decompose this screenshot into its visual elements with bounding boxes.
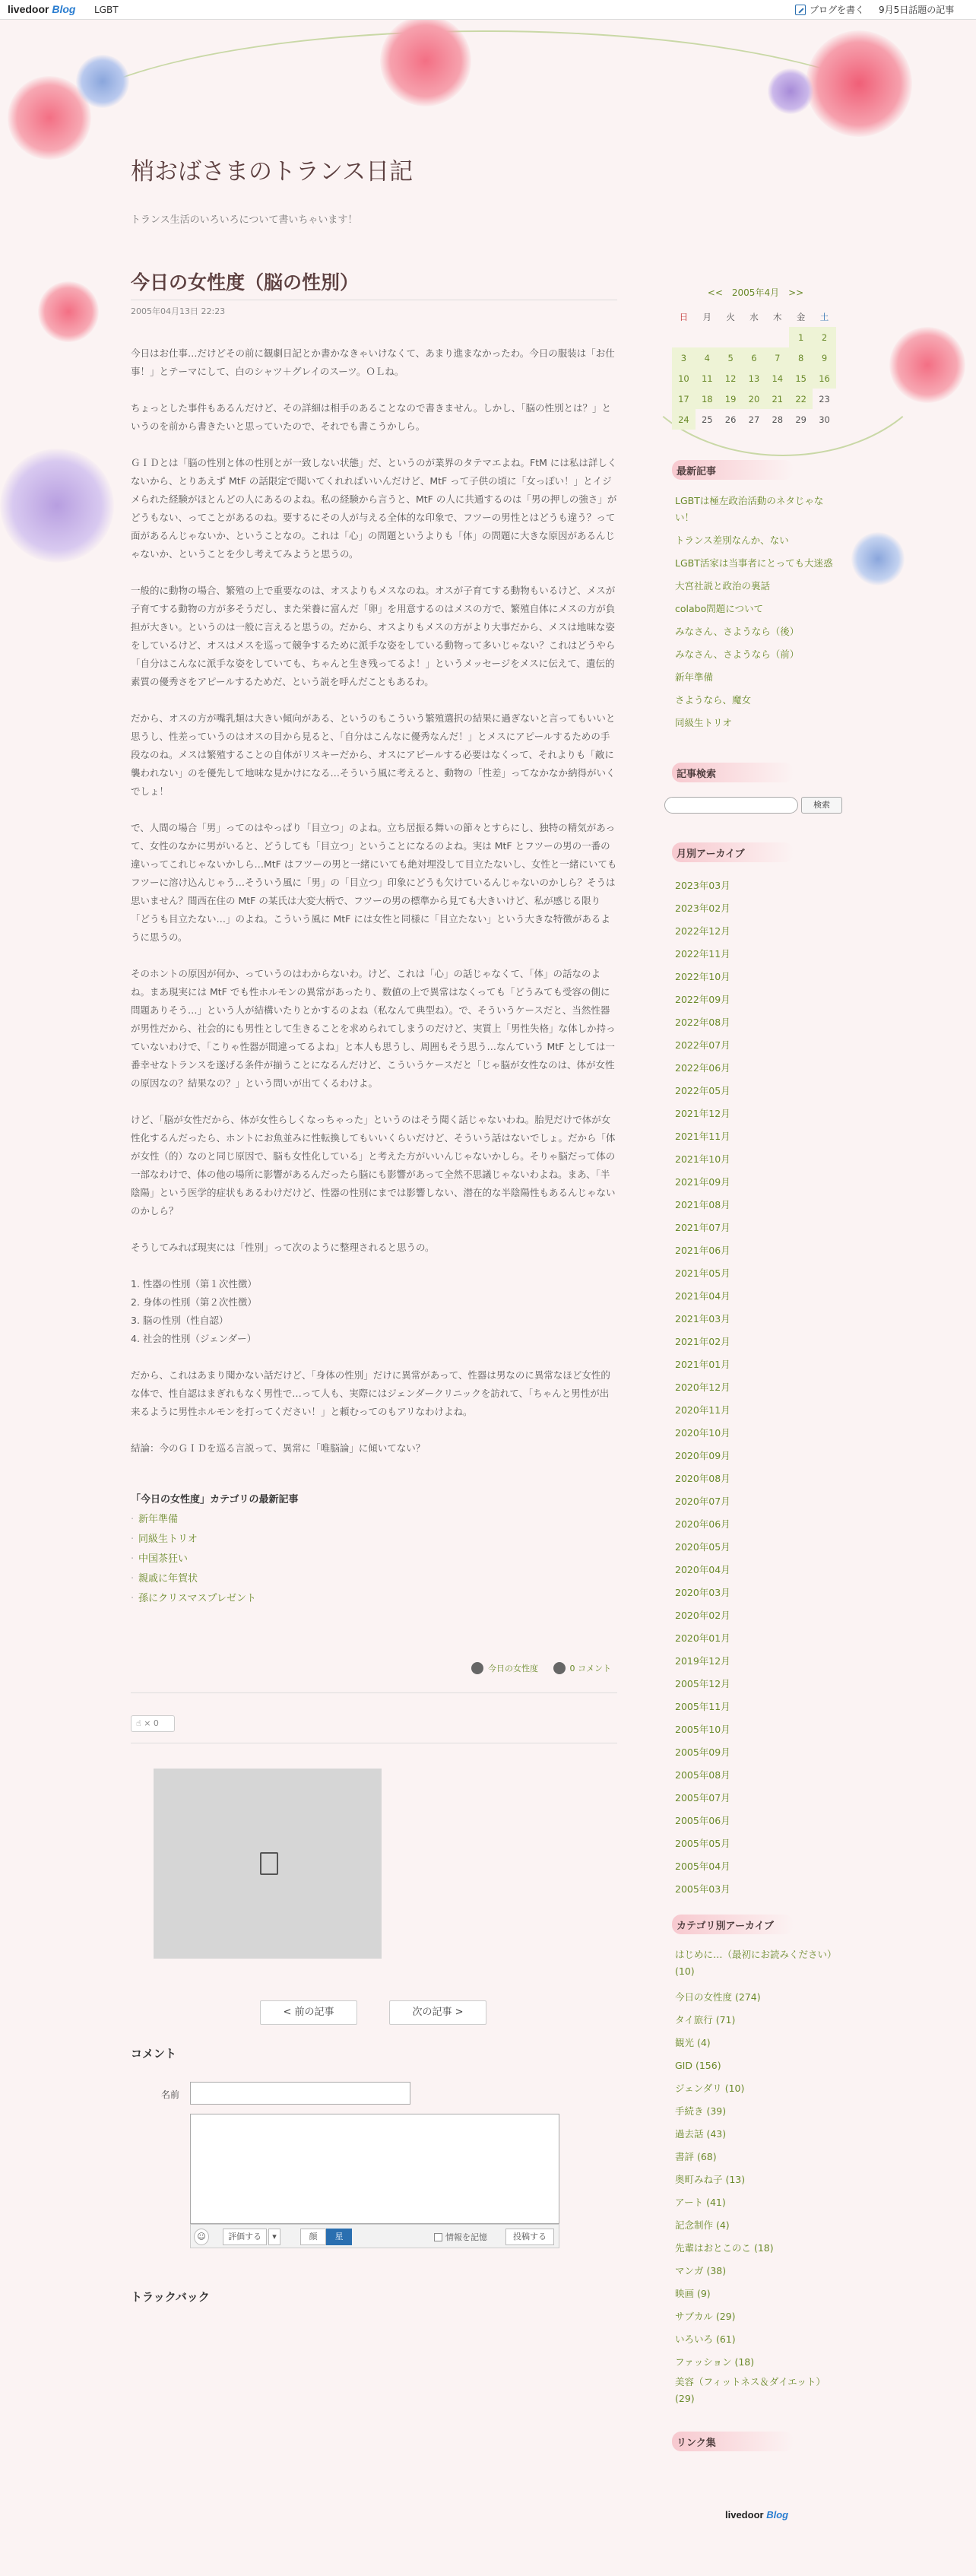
rating-button[interactable]: 評価する — [223, 2229, 267, 2245]
calendar-day[interactable]: 7 — [765, 347, 789, 368]
monthly-archive-link[interactable]: 2020年08月 — [675, 1473, 730, 1484]
rating-dropdown-icon[interactable]: ▾ — [268, 2229, 280, 2245]
monthly-archive-link[interactable]: 2005年12月 — [675, 1678, 730, 1689]
calendar-week-row — [672, 327, 836, 347]
category-archive-list — [675, 1946, 842, 2407]
category-archive-link[interactable]: 記念制作 (4) — [675, 2219, 730, 2231]
bold-face-button[interactable]: 顔 — [300, 2229, 326, 2245]
article-paragraph: だから、これはあまり聞かない話だけど、「身体の性別」だけに異常があって、性器は男なのに異常なほど女性的な体で、性自認はまぎれもなく男性で…って人も、実際にはジェンダークリニックを訪れて、「ちゃんと男性が出来るように男性ホルモンを打ってください！」と頼むってのもアリなわけよね。 — [131, 1369, 610, 1417]
gender-list-item: 3. 脳の性別（性自認） — [131, 1315, 229, 1326]
recent-article-link[interactable]: 大宮社説と政治の裏話 — [675, 580, 771, 592]
flower-decoration — [806, 30, 912, 137]
broken-image-icon — [260, 1852, 278, 1875]
calendar-day[interactable]: 13 — [743, 368, 766, 389]
calendar-week-row — [672, 368, 836, 389]
calendar-day[interactable]: 20 — [743, 389, 766, 409]
recent-article-link[interactable]: 同級生トリオ — [675, 717, 732, 728]
calendar-widget — [672, 286, 839, 430]
calendar-day[interactable]: 8 — [789, 347, 813, 368]
calendar-day[interactable]: 19 — [719, 389, 743, 409]
category-archive-heading: カテゴリ別アーカイブ — [672, 1915, 794, 1934]
monthly-archive-link[interactable]: 2022年11月 — [675, 948, 730, 960]
monthly-archive-link[interactable]: 2022年06月 — [675, 1062, 730, 1074]
comment-icon — [553, 1662, 566, 1674]
recent-article-link[interactable]: さようなら、魔女 — [675, 694, 752, 706]
monthly-archive-list — [675, 874, 842, 1901]
monthly-archive-link[interactable]: 2020年12月 — [675, 1382, 730, 1393]
like-count-prefix: × — [144, 1718, 151, 1728]
prev-article-button[interactable]: < 前の記事 — [260, 2000, 357, 2025]
monthly-archive-link[interactable]: 2005年10月 — [675, 1724, 730, 1735]
recent-article-link[interactable]: みなさん、さようなら（前） — [675, 649, 800, 660]
category-archive-link[interactable]: ジェンダリ (10) — [675, 2083, 745, 2094]
checkbox-icon — [434, 2233, 442, 2241]
category-archive-link[interactable]: 映画 (9) — [675, 2288, 711, 2299]
monthly-archive-link[interactable]: 2020年04月 — [675, 1564, 730, 1575]
article-paragraph: だから、オスの方が嘴乳類は大きい傾向がある、というのもこういう繁殖選択の結果に過ぎないと言ってもいいと思うし、性差っていうのはオスの目から見ると、「自分はこんなに優秀なんだ！」とメスにアピールするための手段なのね。メスは繁殖することの自体がリスキーだから、オスにアピールする必要はなくって、それよりも「敵に襲われない」のを優先して地味な見かけになる…そういう風に考えると、動物の「性差」ってなかなか納得がいくでしょ！ — [131, 712, 616, 797]
article-paragraph: ちょっとした事件もあるんだけど、その詳細は相手のあることなので書きません。しかし、「脳の性別とは？」というのを前から書きたいと思っていたので、それでも書こうかしら。 — [131, 402, 612, 432]
flower-decoration — [76, 55, 129, 108]
monthly-archive-link[interactable]: 2020年01月 — [675, 1632, 730, 1644]
search-button[interactable]: 検索 — [801, 797, 842, 814]
calendar-day[interactable]: 6 — [743, 347, 766, 368]
calendar-day[interactable]: 16 — [813, 368, 836, 389]
comment-toolbar — [190, 2224, 559, 2248]
logo-main-text: livedoor — [8, 3, 49, 15]
category-archive-link[interactable]: いろいろ (61) — [675, 2333, 736, 2345]
comments-link[interactable] — [553, 1662, 612, 1674]
monthly-archive-link[interactable]: 2021年11月 — [675, 1131, 730, 1142]
logo-sub-text: Blog — [52, 3, 76, 15]
article-date: 2005年04月13日 22:23 — [131, 306, 226, 316]
category-latest-heading: 「今日の女性度」カテゴリの最新記事 — [131, 1494, 299, 1505]
flower-decoration — [851, 532, 905, 585]
category-latest-item[interactable]: · 新年準備 — [131, 1510, 617, 1530]
thumbs-up-icon: ☝ — [136, 1718, 141, 1728]
calendar-day: 23 — [819, 393, 830, 404]
star-button[interactable]: 星 — [326, 2229, 352, 2245]
monthly-archive-link[interactable]: 2022年07月 — [675, 1039, 730, 1051]
article-paragraph: けど、「脳が女性だから、体が女性らしくなっちゃった」というのはそう聞く話じゃないわね。胎児だけで体が女性化するんだったら、ホントにお魚並みに性転換してもいいくらいだけど、そういう話はないでしょ。だから「体が女性（的）なのと同じ原因で、脳も女性化している」と考えた方がいいんじゃないかしら。そりゃ脳だって体の一部なわけで、体の他の場所に影響があるんだったら脳にも影響があって全然不思議じゃないわよね。まあ、「半陰陽」という医学的症状もあるわけだけど、性器の性別にまでは影響しない、潜在的な半陰陽性もあるんじゃないのかしら？ — [131, 1114, 616, 1217]
footer-livedoor-blog-logo[interactable] — [725, 2509, 788, 2520]
monthly-archive-link[interactable]: 2021年12月 — [675, 1108, 730, 1119]
monthly-archive-link[interactable]: 2021年01月 — [675, 1359, 730, 1370]
category-archive-link[interactable]: 書評 (68) — [675, 2151, 717, 2162]
article-body — [131, 344, 617, 1458]
gender-list-item: 1. 性器の性別（第１次性徴） — [131, 1278, 257, 1290]
monthly-archive-link[interactable]: 2020年11月 — [675, 1404, 730, 1416]
category-archive-link[interactable]: はじめに…（最初にお読みください）(10) — [675, 1949, 837, 1977]
emoji-icon[interactable]: ☺ — [194, 2229, 209, 2245]
recent-article-link[interactable]: トランス差別なんか、ない — [675, 535, 789, 546]
comment-name-input[interactable] — [190, 2082, 410, 2105]
monthly-archive-link[interactable]: 2005年03月 — [675, 1883, 730, 1895]
category-archive-link[interactable]: 観光 (4) — [675, 2037, 711, 2048]
category-archive-link[interactable]: 今日の女性度 (274) — [675, 1991, 761, 2003]
ad-image-placeholder[interactable] — [154, 1769, 382, 1959]
calendar-day[interactable]: 24 — [672, 409, 696, 430]
monthly-archive-link[interactable]: 2020年05月 — [675, 1541, 730, 1553]
popular-articles-link[interactable] — [879, 3, 954, 16]
flower-decoration — [0, 449, 114, 563]
divider — [131, 1692, 617, 1693]
monthly-archive-link[interactable]: 2020年03月 — [675, 1587, 730, 1598]
links-heading: リンク集 — [672, 2432, 794, 2451]
calendar-day[interactable]: 1 — [789, 327, 813, 347]
monthly-archive-link[interactable]: 2022年12月 — [675, 925, 730, 937]
monthly-archive-link[interactable]: 2005年04月 — [675, 1861, 730, 1872]
calendar-day[interactable]: 14 — [765, 368, 789, 389]
blog-title[interactable]: 梢おばさまのトランス日記 — [131, 158, 414, 186]
weekday-label: 水 — [749, 311, 759, 322]
monthly-archive-link[interactable]: 2021年06月 — [675, 1245, 730, 1256]
calendar-day[interactable]: 3 — [672, 347, 696, 368]
livedoor-blog-logo[interactable] — [8, 3, 75, 15]
monthly-archive-link[interactable]: 2005年05月 — [675, 1838, 730, 1849]
weekday-label: 日 — [679, 311, 689, 322]
monthly-archive-link[interactable]: 2021年05月 — [675, 1267, 730, 1279]
recent-article-link[interactable]: 新年準備 — [675, 671, 714, 683]
category-latest-articles — [131, 1491, 617, 1609]
monthly-archive-link[interactable]: 2005年06月 — [675, 1815, 730, 1826]
monthly-archive-link[interactable]: 2020年10月 — [675, 1427, 730, 1439]
monthly-archive-heading: 月別アーカイブ — [672, 842, 794, 862]
category-archive-link[interactable]: 過去話 (43) — [675, 2128, 727, 2140]
calendar-day[interactable]: 21 — [765, 389, 789, 409]
weekday-label: 金 — [796, 311, 806, 322]
article-paragraph: ＧＩＤとは「脳の性別と体の性別とが一致しない状態」だ、というのが業界のタテマエよね。FtM には私は詳しくないから、とりあえず MtF の話限定で聞いてくれればいいんだけど、MtF って子供の頃に「女っぽい！」とイジメられた経験がほとんどの人にあるのよね。私の経験から言うと、MtF の人に共通するのは「男の押しの強さ」がどうもない、ってことがあるのね。要するにその人が与える全体的な印象で、フツーの男性とはどうも違う？って面があるんじゃないか、ということなの。これは「心」の問題というよりも「体」の問題に大きな原因があるんじゃないか、ということを少し考えてみようと思うの。 — [131, 457, 617, 560]
next-article-button[interactable]: 次の記事 > — [389, 2000, 486, 2025]
article-main — [131, 268, 617, 1609]
calendar-day[interactable]: 22 — [789, 389, 813, 409]
gender-list-item: 2. 身体の性別（第２次性徴） — [131, 1296, 257, 1308]
calendar-day[interactable]: 9 — [813, 347, 836, 368]
calendar-header[interactable]: << 2005年4月 >> — [707, 287, 804, 298]
monthly-archive-link[interactable]: 2023年03月 — [675, 880, 730, 891]
calendar-day: 29 — [795, 414, 806, 425]
monthly-archive-link[interactable]: 2022年08月 — [675, 1017, 730, 1028]
monthly-archive-link[interactable]: 2021年07月 — [675, 1222, 730, 1233]
name-label: 名前 — [161, 2089, 180, 2100]
article-paragraph: そうしてみれば現実には「性別」って次のように整理されると思うの。 — [131, 1242, 435, 1253]
monthly-archive-link[interactable]: 2021年09月 — [675, 1176, 730, 1188]
category-latest-item[interactable]: · 親戚に年賀状 — [131, 1569, 617, 1589]
article-paragraph: 一般的に動物の場合、繁殖の上で重要なのは、オスよりもメスなのね。オスが子育てする動物もいるけど、メスが子育てする動物の方が多そうだし、また栄養に富んだ「卵」を用意するのはメスの方で、繁殖自体にメスの方が負担が大きい。というのは一般に言えると思うの。だから、オスよりもメスの方がより大事だから、メスは地味な姿をしているけど、オスはメスを巡って競争するために派手な姿をしている動物って多いじゃない？これはどうやら「自分はこんなに派手な姿をしていても、ちゃんと生き残ってるよ！」というメッセージをメスに伝えて、遺伝的素質の優秀さをアピールするためだ、という説を呼んだこともあるわ。 — [131, 585, 616, 687]
category-archive-link[interactable]: アート (41) — [675, 2197, 726, 2208]
monthly-archive-link[interactable]: 2022年10月 — [675, 971, 730, 982]
calendar-day[interactable]: 10 — [672, 368, 696, 389]
category-archive-link[interactable]: ファッション (18) — [675, 2356, 755, 2368]
footer-logo-main: livedoor — [725, 2509, 764, 2520]
search-input[interactable] — [664, 797, 798, 814]
calendar-day[interactable]: 17 — [672, 389, 696, 409]
calendar-day[interactable]: 18 — [696, 389, 719, 409]
recent-article-link[interactable]: LGBT活家は当事者にとっても大迷惑 — [675, 557, 833, 569]
calendar-day — [696, 327, 719, 347]
monthly-archive-link[interactable]: 2005年08月 — [675, 1769, 730, 1781]
like-count: 0 — [153, 1718, 159, 1728]
calendar-day — [765, 327, 789, 347]
article-paragraph: そのホントの原因が何か、っていうのはわからないわ。けど、これは「心」の話じゃなくて、「体」の話なのよね。まあ現実には MtF でも性ホルモンの異常があったり、数値の上で異常はなくっても「どうみても受容の側に問題ありそう…」という人が結構いたりとかするのよね（私なんて典型ね）。で、そういうケースだと、当然性器が男性だから、社会的にも男性として生きることを求められてしまうのだけど、実質上「男性失格」な体しか持っていないわけで、「こりゃ性器が間違ってるよね」と本人も思うし、周囲もそう思う…なんていう MtF としては一番幸せなトランスを遂げる条件が揃うことになるんだけど、こういうケースだと「じゃ脳が女性なのは、体が女性の原因なの？結果なの？」という問いが出てくるわけよ。 — [131, 968, 616, 1089]
comment-textarea[interactable] — [190, 2114, 559, 2224]
monthly-archive-link[interactable]: 2005年09月 — [675, 1746, 730, 1758]
recent-article-link[interactable]: みなさん、さようなら（後） — [675, 626, 800, 637]
like-button[interactable] — [131, 1715, 175, 1732]
calendar-week-row — [672, 389, 836, 409]
monthly-archive-link[interactable]: 2022年09月 — [675, 994, 730, 1005]
weekday-label: 土 — [819, 311, 829, 322]
calendar-day: 28 — [772, 414, 784, 425]
monthly-archive-link[interactable]: 2020年09月 — [675, 1450, 730, 1461]
monthly-archive-link[interactable]: 2019年12月 — [675, 1655, 730, 1667]
category-latest-item[interactable]: · 同級生トリオ — [131, 1530, 617, 1550]
category-archive-link[interactable]: 奥町みね子 (13) — [675, 2174, 746, 2185]
top-navigation-bar — [0, 0, 976, 20]
calendar-day[interactable]: 12 — [719, 368, 743, 389]
calendar-day — [672, 327, 696, 347]
calendar-day[interactable]: 15 — [789, 368, 813, 389]
comments-heading: コメント — [131, 2047, 177, 2060]
category-link[interactable] — [471, 1662, 538, 1674]
monthly-archive-link[interactable]: 2021年04月 — [675, 1290, 730, 1302]
monthly-archive-link[interactable]: 2021年02月 — [675, 1336, 730, 1347]
recent-article-link[interactable]: colabo問題について — [675, 603, 763, 614]
comments-count-label: 0 コメント — [569, 1664, 611, 1673]
recent-article-link[interactable]: LGBTは極左政治活動のネタじゃない！ — [675, 495, 824, 523]
calendar-day: 27 — [748, 414, 760, 425]
trackback-heading: トラックバック — [131, 2290, 210, 2304]
article-conclusion: 結論：今のＧＩＤを巡る言説って、異常に「唯脳論」に傾いてない？ — [131, 1442, 426, 1454]
write-blog-label: ブログを書く — [810, 5, 865, 15]
category-latest-list — [131, 1510, 617, 1609]
calendar-day[interactable]: 2 — [813, 327, 836, 347]
calendar-day[interactable]: 5 — [719, 347, 743, 368]
flower-decoration — [38, 281, 99, 342]
monthly-archive-link[interactable]: 2020年02月 — [675, 1610, 730, 1621]
folder-icon — [471, 1662, 483, 1674]
gender-list-item: 4. 社会的性別（ジェンダー） — [131, 1333, 257, 1344]
calendar-day: 30 — [819, 414, 830, 425]
monthly-archive-link[interactable]: 2023年02月 — [675, 903, 730, 914]
monthly-archive-link[interactable]: 2020年07月 — [675, 1496, 730, 1507]
monthly-archive-link[interactable]: 2020年06月 — [675, 1518, 730, 1530]
calendar-week-row — [672, 347, 836, 368]
category-archive-link[interactable]: GID (156) — [675, 2060, 721, 2071]
calendar-weekday-row — [672, 306, 836, 327]
calendar-day: 25 — [701, 414, 713, 425]
category-archive-link[interactable]: 手続き (39) — [675, 2105, 727, 2117]
blog-description: トランス生活のいろいろについて書いちゃいます！ — [131, 214, 358, 226]
category-archive-link[interactable]: マンガ (38) — [675, 2265, 727, 2276]
flower-decoration — [889, 327, 965, 403]
monthly-archive-link[interactable]: 2021年08月 — [675, 1199, 730, 1210]
remember-info-label: 情報を記憶 — [445, 2232, 487, 2242]
calendar-day: 26 — [724, 414, 737, 425]
monthly-archive-link[interactable]: 2005年07月 — [675, 1792, 730, 1804]
category-latest-item[interactable]: · 中国茶狂い — [131, 1550, 617, 1569]
monthly-archive-link[interactable]: 2005年11月 — [675, 1701, 730, 1712]
article-paragraph: 今日はお仕事…だけどその前に観劇日記とか書かなきゃいけなくて、あまり進まなかったわ。今日の服装は「お仕事！」とテーマにして、白のシャツ＋グレイのスーツ。ＯＬね。 — [131, 347, 615, 377]
recent-articles-list — [675, 493, 842, 738]
weekday-label: 月 — [702, 311, 712, 322]
article-title[interactable]: 今日の女性度（脳の性別） — [131, 268, 617, 300]
category-archive-link[interactable]: 先輩はおとこのこ (18) — [675, 2242, 774, 2254]
weekday-label: 火 — [726, 311, 735, 322]
article-meta-row — [131, 1662, 617, 1677]
monthly-archive-link[interactable]: 2022年05月 — [675, 1085, 730, 1096]
topbar-tag-link[interactable]: LGBT — [94, 5, 119, 15]
article-search-heading: 記事検索 — [672, 763, 794, 782]
category-link-label: 今日の女性度 — [488, 1664, 538, 1673]
calendar-day — [743, 327, 766, 347]
footer-logo-sub: Blog — [766, 2509, 789, 2520]
recent-articles-heading: 最新記事 — [672, 460, 794, 480]
calendar-day[interactable]: 11 — [696, 368, 719, 389]
category-archive-link[interactable]: サブカル (29) — [675, 2311, 736, 2322]
write-blog-link[interactable] — [795, 3, 864, 16]
calendar-week-row — [672, 409, 836, 430]
category-archive-link[interactable]: 美容（フィットネス＆ダイエット）(29) — [675, 2376, 825, 2404]
calendar-table — [672, 306, 836, 430]
category-latest-item[interactable]: · 孫にクリスマスプレゼント — [131, 1589, 617, 1609]
calendar-day[interactable]: 4 — [696, 347, 719, 368]
calendar-day — [719, 327, 743, 347]
article-paragraph: で、人間の場合「男」ってのはやっぱり「目立つ」のよね。立ち居振る舞いの節々とすらにし、独特の精気があって、女性のなかに男がいると、どうしても「目立つ」ということになるのよね。実は MtF とフツーの男の一番の違いってこれじゃないかしら…MtF はフツーの男と一緒にいても絶対埋没して目立たないし、女性と一緒にいてもフツーに溶け込んじゃう…そういう風に「男」の「目立つ」印象にどうも欠けているんじゃないのかしら？そうは思いません？間西在住の MtF の某氏は大変大柄で、フツーの男の標準から見ても大きいけど、私が感じる限り「どうも目立たない…」のよね。こういう風に MtF には女性と同様に「目立たない」という大きな特徴があるように思うの。 — [131, 822, 617, 943]
submit-comment-button[interactable]: 投稿する — [505, 2229, 554, 2245]
weekday-label: 木 — [773, 311, 782, 322]
monthly-archive-link[interactable]: 2021年10月 — [675, 1153, 730, 1165]
monthly-archive-link[interactable]: 2021年03月 — [675, 1313, 730, 1324]
category-archive-link[interactable]: タイ旅行 (71) — [675, 2014, 736, 2026]
pen-icon — [795, 5, 806, 15]
flower-decoration — [768, 68, 813, 114]
flower-decoration — [380, 15, 471, 106]
remember-info-checkbox[interactable] — [434, 2231, 487, 2243]
popular-articles-label: 9月5日話題の記事 — [879, 5, 955, 15]
